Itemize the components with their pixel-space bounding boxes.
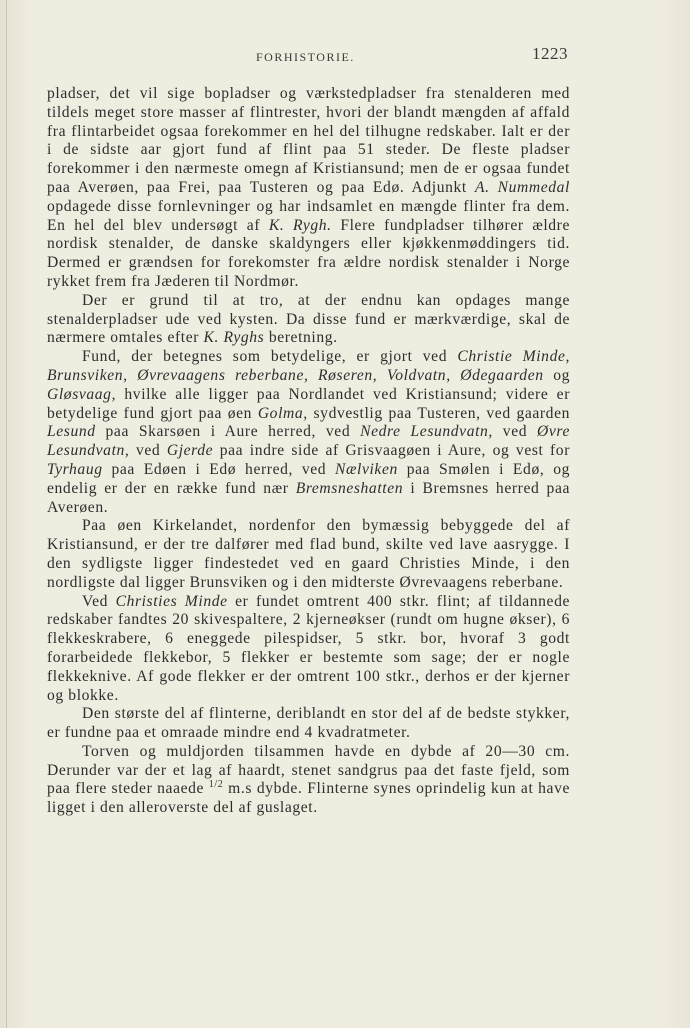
text-run: Flere fundpladser tilhører ældre nordisk stenalder, de danske skaldyngers eller kjøkkenmøddingers tid. Dermed er grændsen for forekomster fra ældre nordisk stenalder i Norge rykket frem fra Jæderen til Nordmør.	[47, 216, 570, 290]
italic-name: K. Ryghs	[203, 329, 265, 347]
italic-name: Øvre Lesundvatn,	[47, 423, 570, 460]
page-header	[0, 44, 690, 74]
body-text	[47, 85, 570, 818]
paragraph	[47, 743, 570, 818]
paragraph	[47, 517, 570, 592]
text-run: ved	[129, 442, 167, 460]
text-run: Paa øen Kirkelandet, nordenfor den bymæssig bebyggede del af Kristiansund, er der tre dalfører med flad bund, skilte ved lave aasrygge. I den sydligste ligger findestedet ved en gaard Christies Minde, i den nordligste dal ligger Brunsviken og i den midterste Øvrevaagens reberbane.	[47, 517, 570, 591]
italic-name: Bremsneshatten	[295, 479, 404, 497]
text-run: Ved	[82, 592, 116, 610]
text-run: i Bremsnes herred paa Averøen.	[47, 479, 570, 516]
text-run: paa Smølen i Edø, og endelig er der en række fund nær	[47, 460, 571, 497]
paragraph	[47, 85, 570, 292]
paragraph	[47, 593, 570, 706]
italic-name: Nælviken	[335, 460, 398, 478]
italic-name: Christie Minde, Brunsviken, Øvrevaagens reberbane, Røseren, Voldvatn, Ødegaarden	[47, 348, 570, 384]
running-title: FORHISTORIE.	[256, 50, 355, 64]
text-run: ved	[492, 423, 537, 441]
text-run: m.s dybde. Flinterne synes oprindelig kun at have ligget i den alleroverste del af guslaget.	[47, 780, 570, 817]
italic-name: Golma,	[257, 404, 308, 422]
text-run: hvilke alle ligger paa Nordlandet ved Kristiansund; videre er betydelige fund gjort paa øen	[47, 385, 570, 422]
text-run: Der er grund til at tro, at der endnu kan opdages mange stenalderpladser ude ved kysten. Da disse fund er mærkværdige, skal de nærmere omtales efter	[47, 291, 570, 347]
paragraph	[47, 348, 570, 517]
page-number: 1223	[532, 44, 568, 63]
text-run: sydvestlig paa Tusteren, ved gaarden	[307, 404, 570, 422]
text-run: Den største del af flinterne, deriblandt en stor del af de bedste stykker, er fundne paa et omraade mindre end 4 kvadratmeter.	[47, 705, 570, 742]
fraction: 1/2	[208, 779, 224, 791]
text-run: paa Skarsøen i Aure herred, ved	[95, 423, 361, 441]
text-run: beretning.	[264, 329, 338, 347]
italic-name: K. Rygh.	[268, 216, 332, 234]
text-run: paa indre side af Grisvaagøen i Aure, og vest for	[213, 442, 570, 460]
text-run: Torven og muldjorden tilsammen havde en dybde af 20—30 cm. Derunder var der et lag af haardt, stenet sandgrus paa det faste fjeld, som paa flere steder naaede	[47, 742, 570, 798]
italic-name: A. Nummedal	[474, 178, 570, 196]
text-run: pladser, det vil sige bopladser og værkstedpladser fra stenalderen med tildels meget store masser af flintrester, hvori der blandt mængden af affald fra flintarbeidet ogsaa forekommer en hel del tilhugne redskaber. Ialt er der i de sidste aar gjort fund af flint paa 51 steder. De fleste pladser forekommer i den nærmeste omegn af Kristiansund; men de er ogsaa fundet paa Averøen, paa Frei, paa Tusteren og paa Edø. Adjunkt	[47, 85, 570, 196]
paragraph	[47, 705, 570, 743]
italic-name: Gløsvaag,	[47, 385, 117, 403]
italic-name: Lesund	[47, 423, 96, 441]
italic-name: Christies Minde	[115, 592, 228, 610]
text-run: paa Edøen i Edø herred, ved	[102, 460, 336, 478]
page-edge-line	[6, 0, 7, 1028]
italic-name: Tyrhaug	[47, 460, 103, 478]
italic-name: Gjerde	[166, 442, 214, 460]
paragraph	[47, 292, 570, 348]
text-run: opdagede disse fornlevninger og har indsamlet en mængde flinter fra dem. En hel del blev undersøgt af	[47, 197, 570, 234]
italic-name: Nedre Lesundvatn,	[360, 423, 493, 441]
text-run: Fund, der betegnes som betydelige, er gjort ved	[82, 348, 458, 366]
text-run: og	[543, 366, 570, 384]
text-run: er fundet omtrent 400 stkr. flint; af tildannede redskaber fandtes 20 skivespaltere, 2 kjerneøkser (rundt om hugne økser), 6 flekkeskrabere, 6 eneggede pilespidser, 5 stkr. bor, hvoraf 3 godt forarbeidede flekkebor, 5 flekker er bestemte som sage; der er nogle flekkeknive. Af gode flekker er der omtrent 100 stkr., derhos er der kjerner og blokke.	[47, 592, 570, 704]
